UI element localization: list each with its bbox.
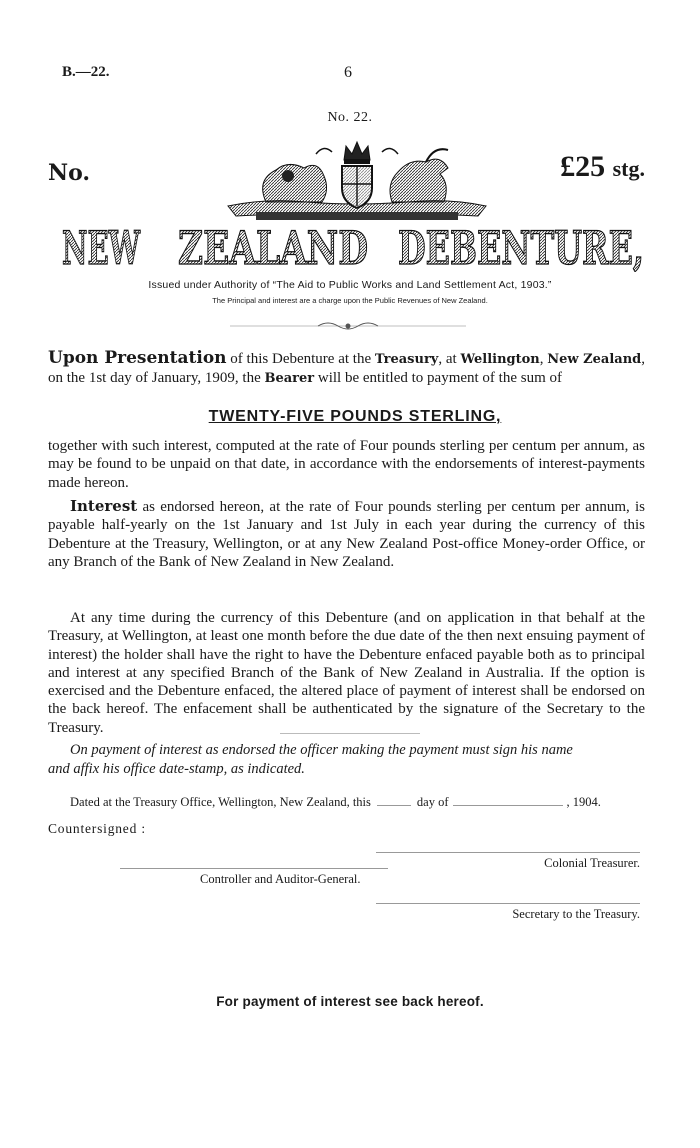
interest-lead: Interest xyxy=(70,497,138,515)
number-label: No. xyxy=(48,160,91,186)
title-word-zealand: ZEALAND xyxy=(178,224,368,272)
colonial-treasurer-signature-line xyxy=(376,852,640,853)
secretary-signature-line xyxy=(376,903,640,904)
countersigned-label: Countersigned : xyxy=(48,821,146,836)
issued-authority-line: Issued under Authority of “The Aid to Public Works and Land Settlement Act, 1903.” xyxy=(148,279,552,291)
interest-payment-paragraph: Interest as endorsed hereon, at the rate of Four pounds sterling per centum per annum, is payable half-yearly on the 1st January and 1st July in each year during the currency of this Debenture at the Treasury, Wellington, or at any New Zealand Post-office Money-order Office, or any Branch of the Bank of New Zealand in New Zealand. xyxy=(48,497,645,570)
debenture-title xyxy=(62,224,646,272)
month-blank xyxy=(453,805,563,806)
amount-value: £25 xyxy=(560,150,606,183)
sum-amount-words: TWENTY-FIVE POUNDS STERLING, xyxy=(208,408,502,425)
dated-line: Dated at the Treasury Office, Wellington, New Zealand, this day of , 1904. xyxy=(70,795,601,809)
amount-unit: stg. xyxy=(612,156,645,181)
section-divider xyxy=(280,733,420,734)
page-number: 6 xyxy=(344,64,352,81)
ornamental-divider-icon xyxy=(230,320,466,332)
coat-of-arms-icon xyxy=(226,140,488,224)
presentation-lead: Upon Presentation xyxy=(48,348,227,368)
payment-instruction-note: On payment of interest as endorsed the officer making the payment must sign his name and affix his office date-stamp, as indicated. xyxy=(48,742,573,777)
footer-note: For payment of interest see back hereof. xyxy=(216,994,484,1009)
enfacement-paragraph: At any time during the currency of this Debenture (and on application in that behalf at the Treasury, at Wellington, at least one month before the due date of the then next ensuing payment of interest) the holder shall have the right to have the Debenture enfaced payable both as to principal and interest at any specified Branch of the Bank of New Zealand in Australia. If the option is exercised and the Debenture enfaced, the altered place of payment of interest shall be endorsed on the back hereof. The enfacement shall be authenticated by the signature of the Secretary to the Treasury. xyxy=(48,610,645,736)
day-blank xyxy=(377,805,411,806)
controller-auditor-label: Controller and Auditor-General. xyxy=(200,872,361,886)
title-word-debenture: DEBENTURE, xyxy=(398,224,644,272)
denomination-amount xyxy=(560,150,645,184)
interest-computation-paragraph: together with such interest, computed at the rate of Four pounds sterling per centum per annum, as may be found to be unpaid on that date, in accordance with the endorsements of interest-payments made hereon. xyxy=(48,438,645,491)
secretary-treasury-label: Secretary to the Treasury. xyxy=(512,907,640,921)
debenture-series-number: No. 22. xyxy=(327,110,373,125)
colonial-treasurer-label: Colonial Treasurer. xyxy=(544,856,640,870)
controller-signature-line xyxy=(120,868,388,869)
presentation-paragraph: Upon Presentation of this Debenture at the Treasury, at Wellington, New Zealand, on the 1st day of January, 1909, the Bearer will be entitled to payment of the sum of xyxy=(48,348,646,387)
principal-charge-line: The Principal and interest are a charge upon the Public Revenues of New Zealand. xyxy=(212,296,488,305)
document-code: B.—22. xyxy=(62,64,110,80)
title-word-new: NEW xyxy=(62,224,141,272)
